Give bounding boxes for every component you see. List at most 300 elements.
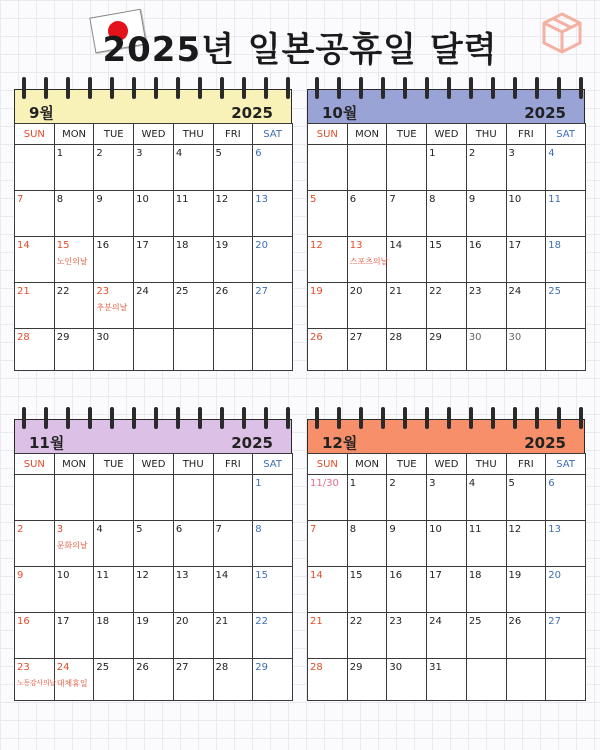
day-cell[interactable] <box>546 475 586 521</box>
day-cell[interactable] <box>387 191 427 237</box>
day-cell[interactable] <box>134 191 174 237</box>
weekday-tue: TUE <box>94 454 134 475</box>
day-cell[interactable] <box>253 283 293 329</box>
week-row <box>308 145 586 191</box>
calendar-grid <box>14 123 293 371</box>
day-number: 11/30 <box>310 478 339 489</box>
day-cell[interactable] <box>387 237 427 283</box>
day-cell[interactable] <box>546 329 586 371</box>
day-number: 28 <box>215 662 229 673</box>
binder-ring <box>337 407 341 429</box>
year-label: 2025 <box>231 434 273 452</box>
day-cell[interactable] <box>54 567 94 613</box>
day-cell[interactable] <box>506 659 546 701</box>
day-cell[interactable] <box>506 145 546 191</box>
week-row <box>15 191 293 237</box>
day-cell[interactable] <box>54 613 94 659</box>
binder-ring <box>176 77 180 99</box>
weekday-mon: MON <box>347 124 387 145</box>
binder-ring <box>132 77 136 99</box>
day-cell[interactable] <box>308 567 348 613</box>
day-cell[interactable] <box>15 145 55 191</box>
day-cell[interactable] <box>427 329 467 371</box>
day-cell[interactable] <box>213 237 253 283</box>
day-number: 12 <box>215 194 229 205</box>
binder-ring <box>315 407 319 429</box>
day-number: 27 <box>175 662 189 673</box>
day-number: 1 <box>56 148 64 159</box>
day-cell[interactable] <box>466 567 506 613</box>
day-cell[interactable] <box>387 659 427 701</box>
day-cell[interactable] <box>308 283 348 329</box>
day-cell[interactable] <box>308 191 348 237</box>
weekday-tue: TUE <box>387 454 427 475</box>
day-number: 13 <box>255 194 268 205</box>
day-cell[interactable] <box>173 145 213 191</box>
weekday-mon: MON <box>347 454 387 475</box>
week-row <box>308 475 586 521</box>
day-cell[interactable] <box>387 613 427 659</box>
binder-ring <box>447 77 451 99</box>
day-number: 17 <box>429 570 442 581</box>
day-number: 11 <box>96 570 110 581</box>
day-cell[interactable] <box>134 145 174 191</box>
month-label: 11월 <box>29 434 65 452</box>
day-cell[interactable] <box>213 191 253 237</box>
binder-ring <box>535 407 539 429</box>
day-number: 25 <box>468 616 482 627</box>
day-cell[interactable] <box>213 659 253 701</box>
binder-ring <box>110 407 114 429</box>
weekday-wed: WED <box>427 454 467 475</box>
day-number: 12 <box>508 524 522 535</box>
binder-ring <box>359 77 363 99</box>
day-cell[interactable] <box>213 567 253 613</box>
day-number: 14 <box>215 570 229 581</box>
day-cell[interactable] <box>347 521 387 567</box>
day-number: 9 <box>389 524 396 535</box>
day-number: 16 <box>468 240 482 251</box>
day-number: 7 <box>310 524 317 535</box>
day-cell[interactable] <box>308 329 348 371</box>
day-cell[interactable] <box>387 567 427 613</box>
day-number: 6 <box>349 194 357 205</box>
day-cell[interactable] <box>94 613 134 659</box>
day-cell[interactable] <box>54 283 94 329</box>
weekday-row <box>308 454 586 475</box>
day-cell[interactable] <box>308 237 348 283</box>
day-cell[interactable] <box>253 191 293 237</box>
binder-rings <box>307 77 585 101</box>
day-number: 6 <box>255 148 262 159</box>
weekday-fri: FRI <box>506 454 546 475</box>
day-cell[interactable] <box>347 283 387 329</box>
day-cell[interactable] <box>15 283 55 329</box>
month-label: 9월 <box>29 104 54 122</box>
day-cell[interactable] <box>466 145 506 191</box>
day-number: 27 <box>349 332 363 343</box>
day-cell[interactable] <box>466 659 506 701</box>
day-cell[interactable] <box>427 567 467 613</box>
weekday-sun: SUN <box>308 124 348 145</box>
day-number: 3 <box>429 478 436 489</box>
day-cell[interactable] <box>347 613 387 659</box>
day-cell[interactable] <box>94 145 134 191</box>
day-number: 18 <box>548 240 561 251</box>
day-cell[interactable] <box>54 329 94 371</box>
binder-ring <box>425 77 429 99</box>
day-cell[interactable] <box>94 283 134 329</box>
day-number: 21 <box>389 286 403 297</box>
day-cell[interactable] <box>427 237 467 283</box>
binder-ring <box>176 407 180 429</box>
day-number: 30 <box>508 332 522 343</box>
day-cell[interactable] <box>253 475 293 521</box>
day-number: 19 <box>136 616 149 627</box>
day-number: 29 <box>56 332 70 343</box>
binder-ring <box>425 407 429 429</box>
day-number: 4 <box>175 148 183 159</box>
day-cell[interactable] <box>546 659 586 701</box>
day-number: 26 <box>310 332 323 343</box>
month-label: 10월 <box>322 104 358 122</box>
day-cell[interactable] <box>134 521 174 567</box>
day-cell[interactable] <box>15 613 55 659</box>
weekday-thu: THU <box>173 124 213 145</box>
day-number: 28 <box>389 332 403 343</box>
day-number: 1 <box>255 478 262 489</box>
day-number: 8 <box>349 524 357 535</box>
day-cell[interactable] <box>54 659 94 701</box>
binder-ring <box>286 407 290 429</box>
day-number: 31 <box>429 662 442 673</box>
day-cell[interactable] <box>213 145 253 191</box>
day-cell[interactable] <box>387 475 427 521</box>
day-cell[interactable] <box>506 613 546 659</box>
weekday-wed: WED <box>134 124 174 145</box>
day-cell[interactable] <box>213 613 253 659</box>
day-cell[interactable] <box>54 191 94 237</box>
holiday-label: 노인의날 <box>56 257 88 266</box>
day-number: 24 <box>56 662 70 673</box>
day-cell[interactable] <box>347 567 387 613</box>
day-cell[interactable] <box>506 329 546 371</box>
day-cell[interactable] <box>387 283 427 329</box>
day-cell[interactable] <box>15 567 55 613</box>
week-row <box>308 659 586 701</box>
week-row <box>308 283 586 329</box>
day-cell[interactable] <box>466 283 506 329</box>
day-cell[interactable] <box>506 567 546 613</box>
day-cell[interactable] <box>546 521 586 567</box>
day-cell[interactable] <box>546 191 586 237</box>
day-cell[interactable] <box>347 329 387 371</box>
day-cell[interactable] <box>506 237 546 283</box>
day-cell[interactable] <box>15 191 55 237</box>
day-cell[interactable] <box>387 521 427 567</box>
day-number: 17 <box>508 240 522 251</box>
day-cell[interactable] <box>15 521 55 567</box>
day-number: 15 <box>255 570 268 581</box>
day-number: 17 <box>136 240 149 251</box>
day-cell[interactable] <box>466 521 506 567</box>
day-cell[interactable] <box>94 659 134 701</box>
binder-ring <box>44 77 48 99</box>
day-number: 5 <box>136 524 143 535</box>
day-cell[interactable] <box>54 145 94 191</box>
day-number: 2 <box>389 478 396 489</box>
binder-ring <box>264 407 268 429</box>
day-cell[interactable] <box>94 329 134 371</box>
day-number: 20 <box>175 616 189 627</box>
week-row <box>308 567 586 613</box>
weekday-sun: SUN <box>15 454 55 475</box>
day-number: 7 <box>17 194 24 205</box>
day-cell[interactable] <box>308 145 348 191</box>
day-cell[interactable] <box>134 237 174 283</box>
day-number: 28 <box>310 662 323 673</box>
binder-ring <box>154 407 158 429</box>
day-cell[interactable] <box>253 659 293 701</box>
weekday-thu: THU <box>466 124 506 145</box>
day-number: 22 <box>349 616 363 627</box>
day-number: 20 <box>255 240 268 251</box>
binder-ring <box>513 77 517 99</box>
weekday-mon: MON <box>54 454 94 475</box>
day-cell[interactable] <box>15 475 55 521</box>
binder-ring <box>513 407 517 429</box>
day-cell[interactable] <box>173 329 213 371</box>
year-label: 2025 <box>524 434 566 452</box>
day-cell[interactable] <box>173 191 213 237</box>
weekday-fri: FRI <box>506 124 546 145</box>
day-cell[interactable] <box>213 475 253 521</box>
weekday-wed: WED <box>134 454 174 475</box>
week-row <box>15 475 293 521</box>
day-number: 14 <box>17 240 30 251</box>
week-row <box>15 283 293 329</box>
day-number: 19 <box>310 286 323 297</box>
binder-ring <box>198 77 202 99</box>
week-row <box>308 613 586 659</box>
day-cell[interactable] <box>546 237 586 283</box>
day-number: 6 <box>175 524 183 535</box>
day-number: 18 <box>175 240 189 251</box>
day-cell[interactable] <box>253 329 293 371</box>
day-cell[interactable] <box>15 329 55 371</box>
binder-ring <box>110 77 114 99</box>
day-cell[interactable] <box>387 145 427 191</box>
day-cell[interactable] <box>427 283 467 329</box>
day-number: 9 <box>468 194 476 205</box>
day-number: 29 <box>429 332 442 343</box>
day-number: 20 <box>548 570 561 581</box>
week-row <box>15 613 293 659</box>
day-number: 25 <box>175 286 189 297</box>
day-number: 5 <box>215 148 222 159</box>
holiday-label: 대체휴일 <box>56 679 88 688</box>
weekday-thu: THU <box>466 454 506 475</box>
day-number: 22 <box>56 286 70 297</box>
day-number: 30 <box>468 332 482 343</box>
day-cell[interactable] <box>253 521 293 567</box>
day-cell[interactable] <box>54 521 94 567</box>
weekday-mon: MON <box>54 124 94 145</box>
weekday-sat: SAT <box>253 454 293 475</box>
day-cell[interactable] <box>427 191 467 237</box>
day-cell[interactable] <box>466 329 506 371</box>
day-number: 24 <box>429 616 442 627</box>
day-number: 12 <box>136 570 149 581</box>
week-row <box>15 567 293 613</box>
day-number: 6 <box>548 478 555 489</box>
day-number: 3 <box>508 148 515 159</box>
day-cell[interactable] <box>506 521 546 567</box>
day-cell[interactable] <box>54 237 94 283</box>
day-cell[interactable] <box>427 613 467 659</box>
binder-ring <box>359 407 363 429</box>
day-cell[interactable] <box>173 521 213 567</box>
day-number: 8 <box>56 194 64 205</box>
day-cell[interactable] <box>134 475 174 521</box>
binder-ring <box>447 407 451 429</box>
binder-ring <box>469 77 473 99</box>
day-number: 26 <box>136 662 149 673</box>
day-cell[interactable] <box>308 475 348 521</box>
day-cell[interactable] <box>466 191 506 237</box>
day-number: 30 <box>389 662 403 673</box>
calendar-grid <box>307 453 586 701</box>
day-cell[interactable] <box>173 237 213 283</box>
day-number: 2 <box>468 148 476 159</box>
week-row <box>308 237 586 283</box>
day-cell[interactable] <box>466 475 506 521</box>
day-cell[interactable] <box>427 145 467 191</box>
day-cell[interactable] <box>347 659 387 701</box>
day-cell[interactable] <box>253 613 293 659</box>
day-cell[interactable] <box>466 613 506 659</box>
day-number: 29 <box>255 662 268 673</box>
day-number: 23 <box>17 662 30 673</box>
day-cell[interactable] <box>427 659 467 701</box>
holiday-label: 노동감사의날 <box>17 679 56 687</box>
day-cell[interactable] <box>253 567 293 613</box>
weekday-fri: FRI <box>213 454 253 475</box>
day-number: 2 <box>96 148 103 159</box>
day-cell[interactable] <box>308 613 348 659</box>
day-cell[interactable] <box>506 191 546 237</box>
binder-ring <box>557 407 561 429</box>
day-cell[interactable] <box>173 475 213 521</box>
day-cell[interactable] <box>546 145 586 191</box>
day-cell[interactable] <box>213 329 253 371</box>
day-cell[interactable] <box>427 521 467 567</box>
day-cell[interactable] <box>54 475 94 521</box>
day-number: 23 <box>389 616 403 627</box>
binder-ring <box>557 77 561 99</box>
day-cell[interactable] <box>546 283 586 329</box>
day-cell[interactable] <box>94 191 134 237</box>
month-label: 12월 <box>322 434 358 452</box>
day-cell[interactable] <box>15 659 55 701</box>
day-number: 18 <box>468 570 482 581</box>
day-cell[interactable] <box>173 659 213 701</box>
day-number: 10 <box>429 524 442 535</box>
day-number: 4 <box>468 478 476 489</box>
day-cell[interactable] <box>347 475 387 521</box>
day-cell[interactable] <box>213 521 253 567</box>
day-cell[interactable] <box>546 567 586 613</box>
binder-ring <box>22 407 26 429</box>
day-cell[interactable] <box>134 329 174 371</box>
day-cell[interactable] <box>15 237 55 283</box>
day-number: 12 <box>310 240 323 251</box>
day-number: 21 <box>17 286 30 297</box>
day-number: 7 <box>389 194 396 205</box>
day-cell[interactable] <box>253 237 293 283</box>
day-cell[interactable] <box>134 567 174 613</box>
day-number: 24 <box>508 286 522 297</box>
holiday-label: 문화의날 <box>56 541 88 550</box>
day-cell[interactable] <box>94 521 134 567</box>
day-cell[interactable] <box>213 283 253 329</box>
day-cell[interactable] <box>173 567 213 613</box>
day-number: 15 <box>429 240 442 251</box>
day-cell[interactable] <box>347 191 387 237</box>
binder-ring <box>132 407 136 429</box>
day-cell[interactable] <box>173 283 213 329</box>
weekday-sun: SUN <box>308 454 348 475</box>
day-number: 21 <box>310 616 323 627</box>
week-row <box>15 145 293 191</box>
binder-ring <box>242 77 246 99</box>
day-cell[interactable] <box>347 145 387 191</box>
day-cell[interactable] <box>506 475 546 521</box>
binder-ring <box>491 77 495 99</box>
day-cell[interactable] <box>94 475 134 521</box>
day-cell[interactable] <box>427 475 467 521</box>
day-cell[interactable] <box>253 145 293 191</box>
binder-ring <box>198 407 202 429</box>
day-number: 13 <box>175 570 189 581</box>
day-number: 17 <box>56 616 70 627</box>
day-cell[interactable] <box>387 329 427 371</box>
binder-ring <box>579 77 583 99</box>
day-cell[interactable] <box>546 613 586 659</box>
binder-ring <box>403 407 407 429</box>
day-cell[interactable] <box>94 567 134 613</box>
week-row <box>308 329 586 371</box>
day-cell[interactable] <box>506 283 546 329</box>
day-cell[interactable] <box>347 237 387 283</box>
binder-ring <box>44 407 48 429</box>
day-cell[interactable] <box>94 237 134 283</box>
day-cell[interactable] <box>466 237 506 283</box>
weekday-sat: SAT <box>253 124 293 145</box>
binder-rings <box>14 407 292 431</box>
calendar-grid <box>307 123 586 371</box>
day-number: 1 <box>349 478 357 489</box>
day-cell[interactable] <box>134 613 174 659</box>
day-cell[interactable] <box>308 659 348 701</box>
day-number: 4 <box>96 524 103 535</box>
day-cell[interactable] <box>173 613 213 659</box>
day-number: 9 <box>17 570 24 581</box>
binder-ring <box>88 407 92 429</box>
day-cell[interactable] <box>134 283 174 329</box>
day-cell[interactable] <box>134 659 174 701</box>
day-cell[interactable] <box>308 521 348 567</box>
